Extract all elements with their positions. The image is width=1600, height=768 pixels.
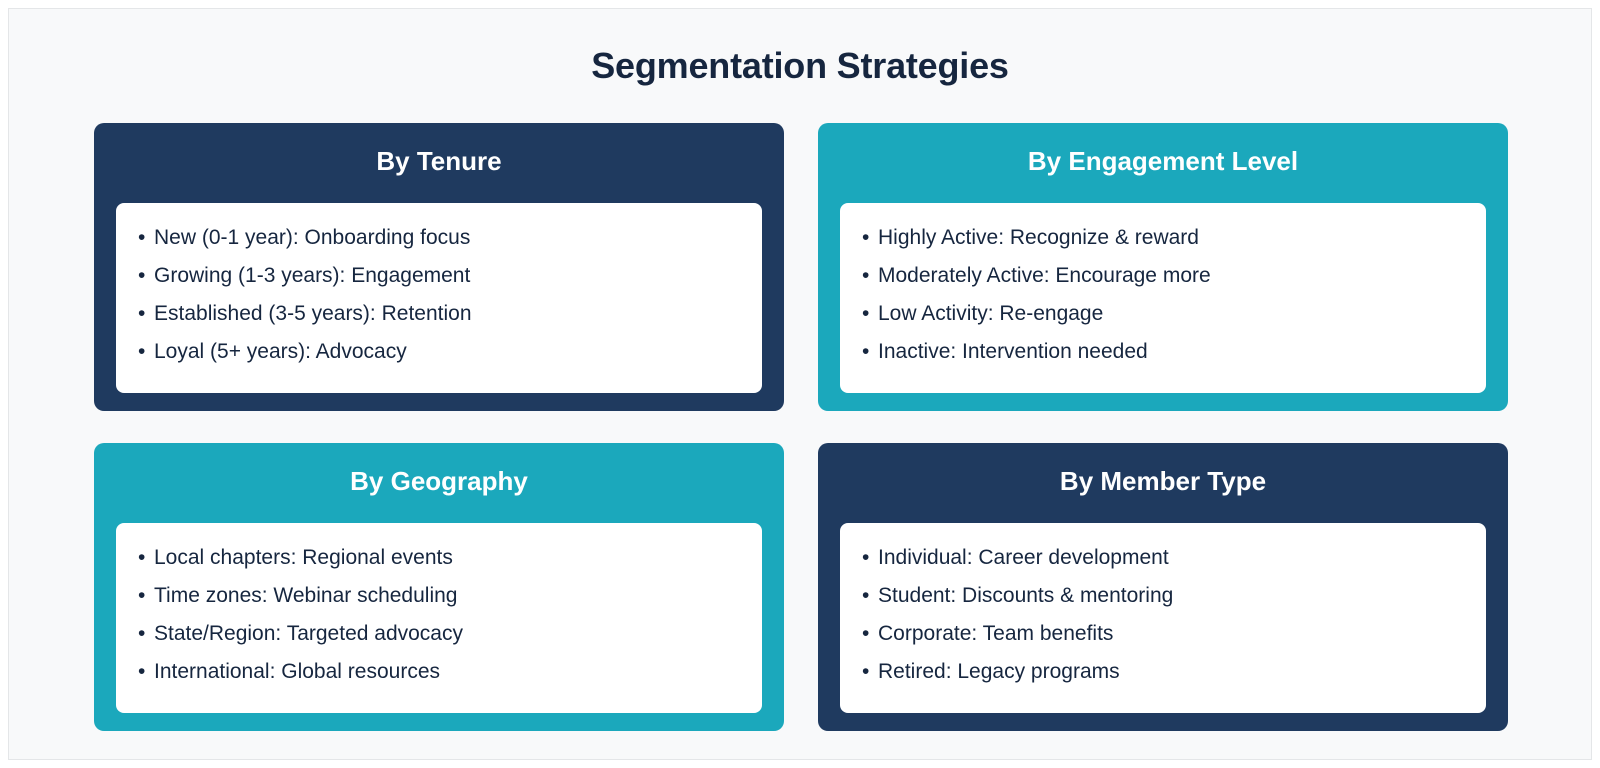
list-item: [862, 653, 1464, 691]
bullet-icon: •: [138, 264, 146, 287]
bullet-icon: •: [862, 622, 870, 645]
segmentation-card-grid: [94, 123, 1508, 731]
card-title: By Geography: [350, 466, 528, 496]
bullet-icon: •: [138, 302, 146, 325]
bullet-icon: •: [862, 584, 870, 607]
bullet-icon: •: [138, 546, 146, 569]
list-item-label: State/Region: Targeted advocacy: [154, 622, 463, 645]
list-item: [138, 219, 740, 257]
list-item-label: Corporate: Team benefits: [878, 622, 1114, 645]
list-item-label: Low Activity: Re-engage: [878, 302, 1104, 325]
list-item-label: New (0-1 year): Onboarding focus: [154, 226, 471, 249]
card-by-member-type[interactable]: [818, 443, 1508, 731]
list-item: [138, 577, 740, 615]
card-body: [116, 523, 762, 713]
card-title: By Tenure: [376, 146, 502, 176]
list-item: [862, 333, 1464, 371]
list-item-label: Inactive: Intervention needed: [878, 340, 1148, 363]
list-item: [138, 653, 740, 691]
list-item: [138, 295, 740, 333]
bullet-icon: •: [138, 584, 146, 607]
bullet-icon: •: [862, 340, 870, 363]
list-item: [862, 615, 1464, 653]
list-item-label: Moderately Active: Encourage more: [878, 264, 1211, 287]
list-item-label: International: Global resources: [154, 660, 440, 683]
list-item: [862, 577, 1464, 615]
bullet-icon: •: [862, 226, 870, 249]
list-item-label: Retired: Legacy programs: [878, 660, 1120, 683]
list-item: [138, 257, 740, 295]
list-item-label: Established (3-5 years): Retention: [154, 302, 472, 325]
card-body: [116, 203, 762, 393]
list-item-label: Local chapters: Regional events: [154, 546, 453, 569]
card-by-tenure[interactable]: [94, 123, 784, 411]
list-item: [862, 257, 1464, 295]
page-title: Segmentation Strategies: [591, 45, 1009, 86]
list-item-label: Growing (1-3 years): Engagement: [154, 264, 471, 287]
bullet-icon: •: [862, 660, 870, 683]
bullet-icon: •: [138, 622, 146, 645]
list-item: [138, 615, 740, 653]
list-item: [862, 219, 1464, 257]
list-item-label: Loyal (5+ years): Advocacy: [154, 340, 407, 363]
bullet-icon: •: [862, 264, 870, 287]
list-item-label: Time zones: Webinar scheduling: [154, 584, 458, 607]
card-body: [840, 523, 1486, 713]
slide-canvas: [8, 8, 1592, 760]
card-title: By Member Type: [1059, 466, 1267, 496]
card-by-geography[interactable]: [94, 443, 784, 731]
card-body: [840, 203, 1486, 393]
list-item: [862, 295, 1464, 333]
card-by-engagement-level[interactable]: [818, 123, 1508, 411]
list-item: [138, 333, 740, 371]
list-item-label: Student: Discounts & mentoring: [878, 584, 1174, 607]
bullet-icon: •: [862, 546, 870, 569]
bullet-icon: •: [138, 660, 146, 683]
bullet-icon: •: [138, 226, 146, 249]
bullet-icon: •: [862, 302, 870, 325]
list-item-label: Highly Active: Recognize & reward: [878, 226, 1199, 249]
list-item: [862, 539, 1464, 577]
bullet-icon: •: [138, 340, 146, 363]
card-title: By Engagement Level: [1027, 146, 1299, 176]
list-item: [138, 539, 740, 577]
list-item-label: Individual: Career development: [878, 546, 1169, 569]
